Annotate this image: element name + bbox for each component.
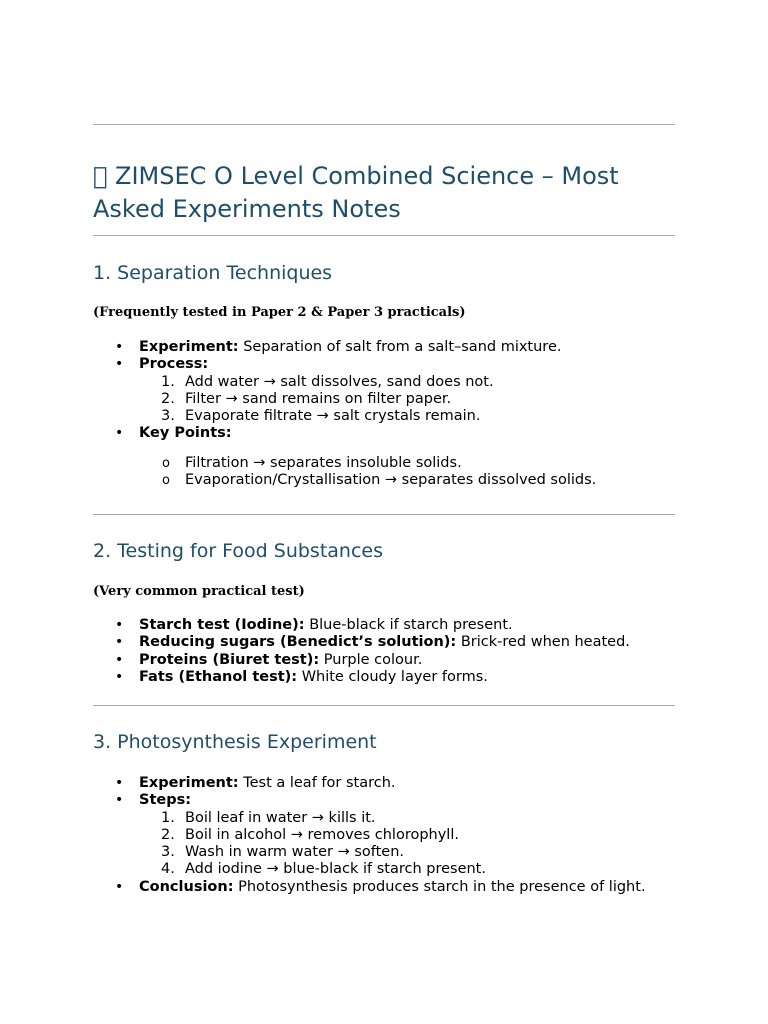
section-heading-separation: 1. Separation Techniques [93, 262, 333, 284]
list-item [93, 425, 675, 489]
step-number: 2. [161, 826, 175, 843]
step-number: 2. [161, 390, 175, 407]
step-number: 1. [161, 373, 175, 390]
item-label: Steps: [139, 792, 192, 809]
item-label: Process: [139, 356, 209, 373]
item-label: Experiment: [139, 775, 239, 791]
step-text: Wash in warm water → soften. [185, 844, 405, 861]
step-item [139, 374, 675, 391]
photosynthesis-steps [139, 810, 675, 879]
step-item [139, 844, 675, 861]
step-item [139, 827, 675, 844]
photosynthesis-list [93, 775, 675, 896]
step-item [139, 861, 675, 878]
divider-section-2 [93, 705, 675, 706]
list-item [93, 339, 675, 356]
list-item [93, 652, 675, 669]
item-text: Separation of salt from a salt–sand mixture. [243, 339, 562, 355]
section-note-food-tests: (Very common practical test) [93, 584, 305, 599]
list-item [93, 775, 675, 792]
step-text: Boil leaf in water → kills it. [185, 809, 376, 826]
separation-list [93, 339, 675, 490]
page-title: ZIMSEC O Level Combined Science – Most Asked Experiments Notes [93, 162, 597, 223]
step-item [139, 408, 675, 425]
item-text: Blue-black if starch present. [309, 617, 513, 633]
item-text: Test a leaf for starch. [243, 775, 396, 791]
item-label: Key Points: [139, 425, 232, 442]
step-number: 3. [161, 844, 175, 861]
item-label: Fats (Ethanol test): [139, 668, 298, 685]
step-item [139, 810, 675, 827]
step-text: Add water → salt dissolves, sand does not. [185, 373, 494, 390]
item-label: Experiment: [139, 339, 239, 355]
list-item [93, 879, 675, 896]
point-item [139, 455, 675, 473]
item-text: Purple colour. [323, 651, 423, 668]
point-text: Evaporation/Crystallisation → separates dissolved solids. [185, 472, 597, 489]
point-text: Filtration → separates insoluble solids. [185, 454, 462, 471]
step-text: Filter → sand remains on filter paper. [185, 390, 452, 407]
list-item [93, 669, 675, 686]
item-text: White cloudy layer forms. [301, 668, 488, 685]
step-text: Evaporate filtrate → salt crystals remain. [185, 408, 481, 425]
list-item [93, 617, 675, 634]
step-item [139, 391, 675, 408]
item-text: Brick-red when heated. [460, 634, 630, 651]
item-label: Starch test (Iodine): [139, 617, 305, 633]
section-heading-photosynthesis: 3. Photosynthesis Experiment [93, 731, 377, 753]
step-text: Add iodine → blue-black if starch present. [185, 861, 486, 878]
divider-top [93, 124, 675, 125]
section-heading-food-tests: 2. Testing for Food Substances [93, 540, 384, 562]
step-number: 1. [161, 809, 175, 826]
divider-section-1 [93, 514, 675, 515]
list-item [93, 356, 675, 425]
process-steps [139, 374, 675, 426]
food-tests-list [93, 617, 675, 686]
step-number: 3. [161, 408, 175, 425]
item-label: Conclusion: [139, 878, 234, 895]
item-label: Reducing sugars (Benedict’s solution): [139, 634, 457, 651]
divider-after-title [93, 235, 675, 236]
step-text: Boil in alcohol → removes chlorophyll. [185, 826, 459, 843]
point-marker: o [162, 473, 170, 489]
item-text: Photosynthesis produces starch in the presence of light. [238, 878, 646, 895]
key-points [139, 455, 675, 490]
point-marker: o [162, 455, 170, 471]
section-note-separation: (Frequently tested in Paper 2 & Paper 3 practicals) [93, 305, 466, 320]
item-label: Proteins (Biuret test): [139, 651, 320, 668]
list-item [93, 634, 675, 651]
point-item [139, 472, 675, 490]
step-number: 4. [161, 861, 175, 878]
list-item [93, 792, 675, 878]
